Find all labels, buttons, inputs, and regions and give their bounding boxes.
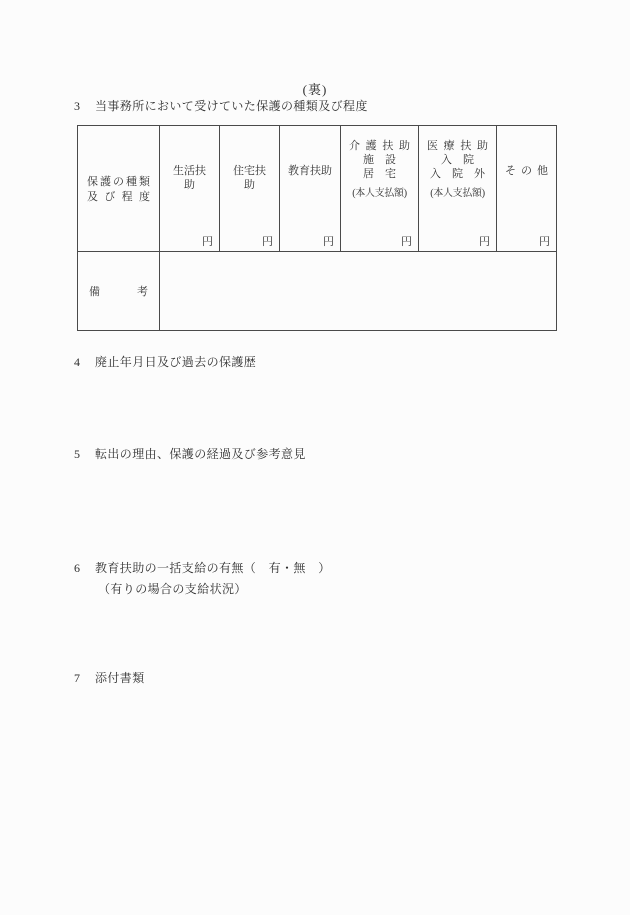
remarks-value-cell [160,252,557,331]
yen-unit: 円 [479,236,490,248]
page-side-label: (裏) [302,82,328,97]
section-7-number: 7 [74,671,81,685]
medical-label: 医療扶助 [427,140,488,152]
remarks-value [160,252,556,260]
yen-unit: 円 [539,236,550,248]
section-7-title: 添付書類 [95,671,145,685]
yen-unit: 円 [323,236,334,248]
header-cell-medical [419,126,497,252]
section-3-number: 3 [74,99,81,113]
education-label: 教育扶助 [288,165,332,177]
yen-unit: 円 [202,236,213,248]
header-cell-other [497,126,557,252]
nursing-care-label: 介護扶助 [349,140,410,152]
header-cell-livelihood [160,126,220,252]
table-remarks-row [78,252,557,331]
type-degree-line2: 及び程度 [87,191,150,203]
header-cell-nursing-care [341,126,419,252]
section-6-subtitle: （有りの場合の支給状況） [98,582,247,596]
medical-inpatient-label: 入 院 [441,154,474,166]
header-cell-housing [220,126,280,252]
section-5-heading [74,447,306,461]
table-header-row [78,126,557,252]
medical-self-pay-note: (本人支払額) [430,188,485,199]
section-7-heading [74,671,145,685]
nursing-care-self-pay-note: (本人支払額) [352,188,407,199]
section-3-title: 当事務所において受けていた保護の種類及び程度 [95,99,368,113]
section-5-title: 転出の理由、保護の経過及び参考意見 [95,447,306,461]
section-6-heading [74,561,331,575]
section-4-number: 4 [74,355,81,369]
header-cell-education [280,126,341,252]
housing-label: 住宅扶助 [233,165,266,191]
medical-outpatient-label: 入 院 外 [430,168,485,180]
other-label: その他 [505,165,548,177]
remarks-label: 備考 [89,286,148,298]
section-3-heading [74,99,368,113]
livelihood-label: 生活扶助 [173,165,206,191]
section-6-number: 6 [74,561,81,575]
header-cell-type-degree [78,126,160,252]
section-6-title: 教育扶助の一括支給の有無（ 有・無 ） [95,561,331,575]
type-degree-line1: 保護の種類 [87,176,150,188]
protection-type-table [77,125,557,331]
section-4-heading [74,355,256,369]
remarks-label-cell [78,252,160,331]
yen-unit: 円 [401,236,412,248]
nursing-care-facility-label: 施 設 [363,154,396,166]
section-4-title: 廃止年月日及び過去の保護歴 [95,355,257,369]
section-5-number: 5 [74,447,81,461]
yen-unit: 円 [262,236,273,248]
nursing-care-home-label: 居 宅 [363,168,396,180]
